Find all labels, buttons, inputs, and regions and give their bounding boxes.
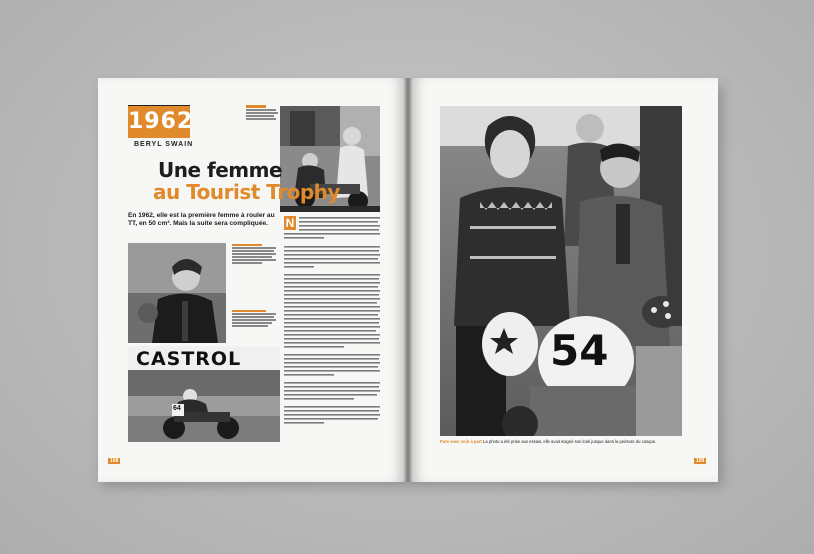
photo-race-castrol (128, 346, 280, 442)
caption-middle-1 (232, 244, 278, 264)
headline-line-2: au Tourist Trophy (153, 180, 340, 204)
left-page (98, 78, 408, 482)
castrol-sign: CASTROL (136, 348, 242, 370)
caption-middle-2 (232, 310, 278, 327)
photo-beryl-swain (440, 106, 682, 436)
body-text (284, 216, 380, 444)
folio-left: 108 (110, 458, 119, 464)
spine-shadow (404, 78, 412, 482)
drop-cap: N (285, 216, 295, 230)
photo-leather-jacket (128, 243, 226, 343)
caption-lead: Paré avec soin à part (440, 439, 482, 444)
photo-caption (440, 439, 702, 444)
caption-top (246, 105, 280, 120)
racer-number: 64 (173, 405, 181, 412)
right-page (408, 78, 718, 482)
folio-right: 109 (696, 458, 705, 464)
year-badge: 1962 (128, 106, 190, 138)
plate-number: 54 (550, 326, 609, 375)
lede-paragraph: En 1962, elle est la première femme à rouler au TT, en 50 cm³. Mais la suite sera compliquée. (128, 212, 275, 228)
headline-line-1: Une femme (158, 158, 283, 182)
subject-name: BERYL SWAIN (134, 141, 194, 148)
caption-text: La photo a été prise aux essais, elle avait soigné son look jusque dans la peinture du casque. (483, 439, 657, 444)
